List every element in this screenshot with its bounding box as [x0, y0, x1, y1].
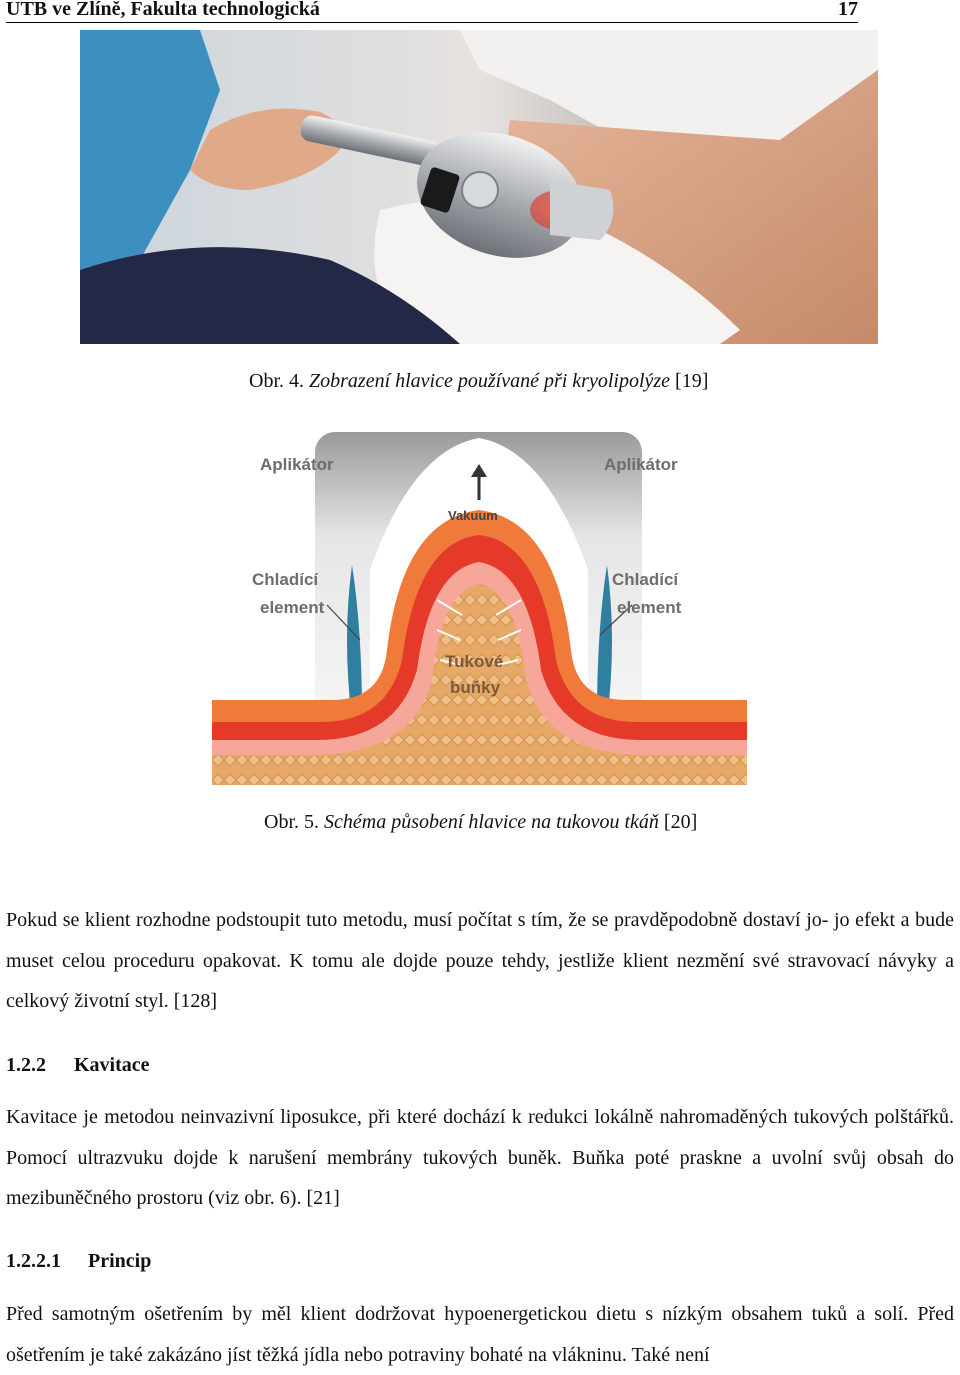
figure-4-title: Zobrazení hlavice používané při kryolipolýze	[309, 370, 671, 392]
figure-5-prefix: Obr. 5.	[264, 811, 319, 833]
figure-5-diagram	[212, 430, 747, 785]
figure-5-title: Schéma působení hlavice na tukovou tkáň	[324, 811, 659, 833]
page-header	[6, 0, 858, 23]
label-fat-1: Tukové	[445, 652, 504, 671]
subsection-number: 1.2.2.1	[6, 1250, 61, 1272]
label-cooling-left-1: Chladící	[252, 570, 319, 589]
section-number: 1.2.2	[6, 1054, 46, 1076]
paragraph-2: Kavitace je metodou neinvazivní liposukce, při které dochází k redukci lokálně nahromaděných tukových polštářků. Pomocí ultrazvuku dojde k narušení membrány tukových buněk. Buňka poté praskne a uvolní svůj obsah do mezibuněčného prostoru (viz obr. 6). [21]	[6, 1106, 954, 1209]
applicator-control	[462, 172, 498, 208]
figure-4-prefix: Obr. 4.	[249, 370, 304, 392]
figure-5-ref: [20]	[663, 811, 698, 833]
page-number: 17	[838, 0, 858, 20]
subsection-title: Princip	[88, 1250, 152, 1272]
figure-5-caption	[264, 811, 697, 834]
label-fat-2: buňky	[450, 678, 501, 697]
label-vacuum: Vakuum	[448, 508, 498, 523]
applicator-cup	[550, 180, 613, 240]
label-cooling-right-2: element	[617, 598, 682, 617]
label-cooling-right-1: Chladící	[612, 570, 679, 589]
section-heading-kavitace	[6, 1054, 150, 1077]
figure-4-ref: [19]	[675, 370, 709, 392]
figure-4-photo	[80, 30, 878, 344]
paragraph-1: Pokud se klient rozhodne podstoupit tuto metodu, musí počítat s tím, že se pravděpodobně dostaví jo- jo efekt a bude muset celou proceduru opakovat. K tomu ale dojde pouze tehdy, jestliže klient nezmění své stravovací návyky a celkový životní styl. [128]	[6, 909, 954, 1012]
header-title: UTB ve Zlíně, Fakulta technologická	[6, 0, 320, 20]
label-cooling-left-2: element	[260, 598, 325, 617]
label-applicator-right: Aplikátor	[604, 455, 678, 474]
section-title: Kavitace	[74, 1054, 150, 1076]
figure-4-caption	[249, 370, 708, 393]
label-applicator-left: Aplikátor	[260, 455, 334, 474]
section-heading-princip	[6, 1250, 151, 1273]
paragraph-3: Před samotným ošetřením by měl klient dodržovat hypoenergetickou dietu s nízkým obsahem tuků a solí. Před ošetřením je také zakázáno jíst těžká jídla nebo potraviny bohaté na vlákninu. Také není	[6, 1303, 954, 1366]
